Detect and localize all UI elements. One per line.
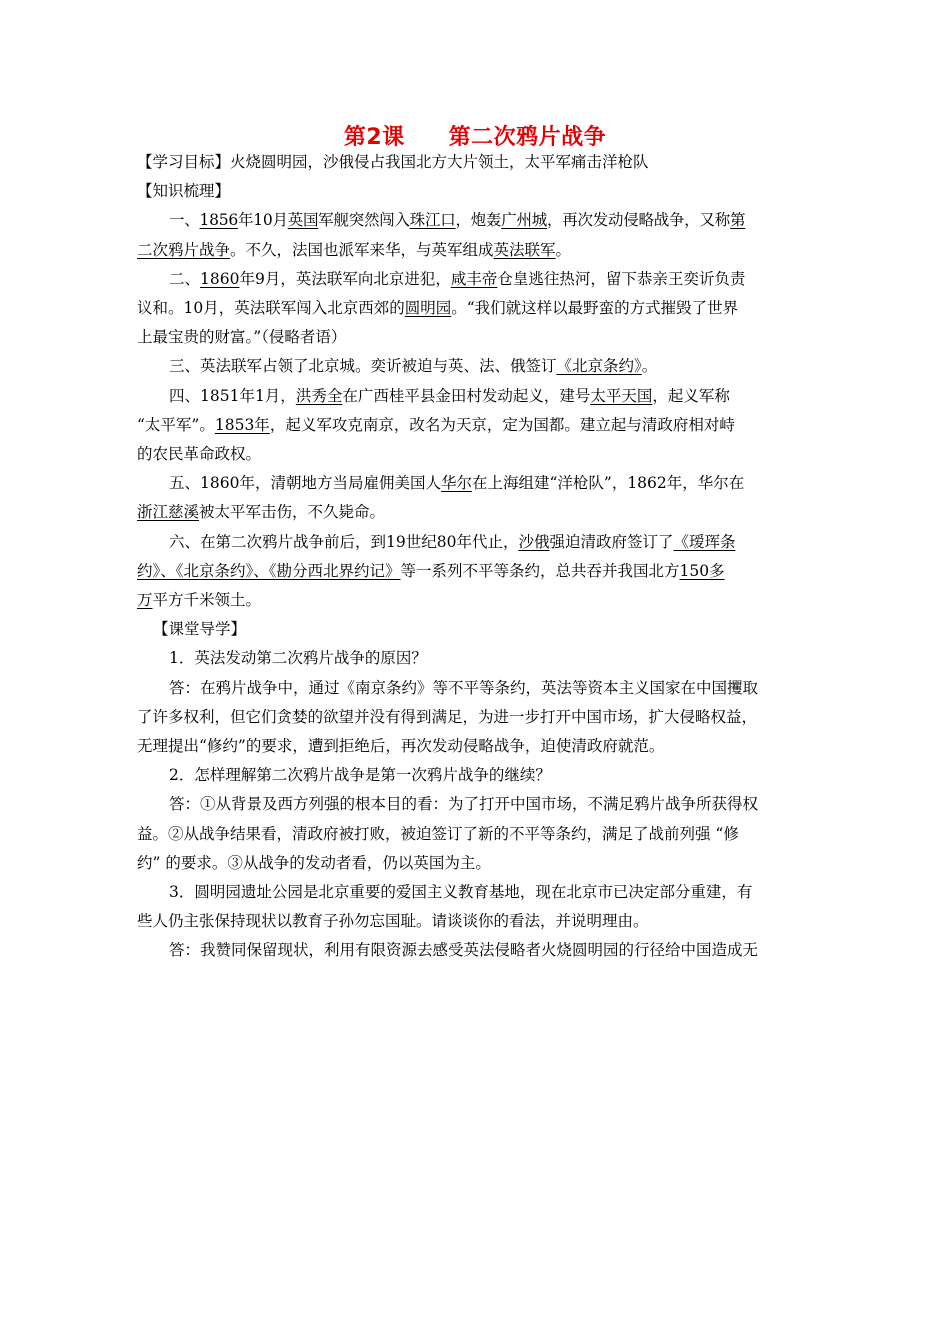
answer-taiping-kingdom: 太平天国 [590,386,653,405]
knowledge-item-4-line-3: 的农民革命政权。 [137,445,262,464]
question-2: 2．怎样理解第二次鸦片战争是第一次鸦片战争的继续？ [169,766,551,785]
knowledge-item-6-line-3: 万平方千米领土。 [137,591,262,610]
answer-1-line-1: 答：在鸦片战争中，通过《南京条约》等不平等条约，英法等资本主义国家在中国攫取 [169,678,759,697]
answer-guangzhou: 广州城 [501,211,548,230]
answer-1-line-3: 无理提出“修约”的要求，遭到拒绝后，再次发动侵略战争，迫使清政府就范。 [137,737,665,756]
answer-ward: 华尔 [440,474,472,493]
answer-area-b: 万 [137,591,153,610]
answer-tsarist-russia: 沙俄 [518,532,550,551]
knowledge-item-4-line-1: 四、1851年1月，洪秀全在广西桂平县金田村发动起义，建号太平天国，起义军称 [169,386,730,405]
lesson-name: 第二次鸦片战争 [448,125,607,150]
answer-war-name-b: 二次鸦片战争 [137,240,231,259]
answer-year-1856: 1856 [199,211,238,230]
knowledge-item-5-line-1: 五、1860年，清朝地方当局雇佣美国人华尔在上海组建“洋枪队”，1862年，华尔在 [169,474,745,493]
answer-2-line-1: 答：①从背景及西方列强的根本目的看：为了打开中国市场，不满足鸦片战争所获得权 [169,795,759,814]
knowledge-item-3: 三、英法联军占领了北京城。奕䜣被迫与英、法、俄签订《北京条约》。 [169,357,658,376]
answer-treaties-a: 《瑷珲条 [673,532,736,551]
answer-pearl-river: 珠江口 [409,211,456,230]
knowledge-heading: 【知识梳理】 [137,182,231,201]
answer-britain: 英国 [287,211,319,230]
lesson-number: 第2课 [343,125,405,150]
answer-xianfeng: 咸丰帝 [450,269,498,288]
answer-1-line-2: 了许多权利，但它们贪婪的欲望并没有得到满足，为进一步打开中国市场，扩大侵略权益， [137,707,758,726]
knowledge-item-2-line-3: 上最宝贵的财富。”（侵略者语） [137,328,347,347]
answer-year-1860: 1860 [200,269,240,288]
answer-3-line-1: 答：我赞同保留现状，利用有限资源去感受英法侵略者火烧圆明园的行径给中国造成无 [169,941,759,960]
knowledge-item-2-line-1: 二、1860年9月，英法联军向北京进犯，咸丰帝仓皇逃往热河，留下恭亲王奕䜣负责 [169,269,746,288]
knowledge-item-5-line-2: 浙江慈溪被太平军击伤，不久毙命。 [137,503,386,522]
class-guide-heading: 【课堂导学】 [153,620,247,639]
question-1: 1．英法发动第二次鸦片战争的原因？ [169,649,427,668]
learning-objectives: 【学习目标】火烧圆明园，沙俄侵占我国北方大片领土，太平军痛击洋枪队 [137,153,649,171]
answer-2-line-3: 约” 的要求。③从战争的发动者看，仍以英国为主。 [137,853,491,872]
question-3-line-2: 些人仍主张保持现状以教育子孙勿忘国耻。请谈谈你的看法，并说明理由。 [137,912,649,931]
page-title [0,120,950,151]
answer-hong-xiuquan: 洪秀全 [295,386,343,405]
document-body [137,148,807,966]
answer-area-a: 150多 [679,561,725,580]
answer-cixi-zhejiang: 浙江慈溪 [137,503,200,522]
answer-allied-army: 英法联军 [493,240,556,259]
answer-yuanmingyuan: 圆明园 [404,299,452,318]
knowledge-item-6-line-2: 约》、《北京条约》、《勘分西北界约记》等一系列不平等条约，总共吞并我国北方150多 [137,561,725,580]
knowledge-item-2-line-2: 议和。10月，英法联军闯入北京西郊的圆明园。“我们就这样以最野蛮的方式摧毁了世界 [137,299,739,318]
answer-2-line-2: 益。②从战争结果看，清政府被打败，被迫签订了新的不平等条约，满足了战前列强 “修 [137,824,739,843]
knowledge-item-1-line-1: 一、1856年10月英国军舰突然闯入珠江口，炮轰广州城，再次发动侵略战争，又称第 [169,211,746,230]
answer-war-name-a: 第 [730,211,746,230]
knowledge-item-1-line-2: 二次鸦片战争。不久，法国也派军来华，与英军组成英法联军。 [137,240,572,259]
answer-beijing-treaty: 《北京条约》 [556,357,642,376]
knowledge-item-4-line-2: “太平军”。1853年，起义军攻克南京，改名为天京，定为国都。建立起与清政府相对峙 [137,415,735,434]
answer-treaties-b: 约》、《北京条约》、《勘分西北界约记》 [137,561,401,580]
answer-year-1853: 1853年 [214,415,270,434]
question-3-line-1: 3．圆明园遗址公园是北京重要的爱国主义教育基地，现在北京市已决定部分重建，有 [169,883,753,902]
knowledge-item-6-line-1: 六、在第二次鸦片战争前后，到19世纪80年代止，沙俄强迫清政府签订了《瑷珲条 [169,532,736,551]
